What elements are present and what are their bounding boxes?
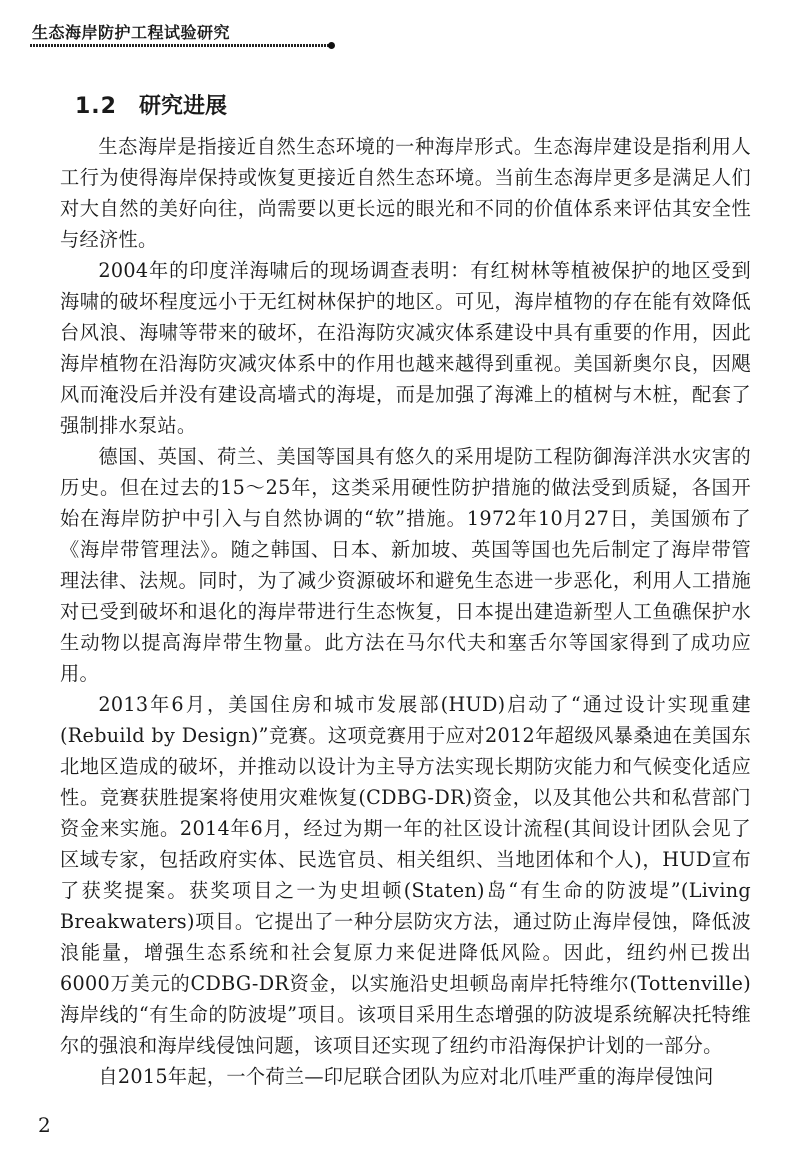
paragraph: 自2015年起，一个荷兰—印尼联合团队为应对北爪哇严重的海岸侵蚀问: [98, 1065, 714, 1088]
page-number: 2: [38, 1113, 51, 1137]
section-number: 1.2: [75, 94, 117, 119]
header-rule: [30, 44, 332, 47]
paragraph: 2004年的印度洋海啸后的现场调查表明：有红树林等植被保护的地区受到海啸的破坏程度远小于无红树林保护的地区。可见，海岸植物的存在能有效降低台风浪、海啸等带来的破坏，在沿海防灾减灾体系建设中具有重要的作用，因此海岸植物在沿海防灾减灾体系中的作用也越来越得到重视。美国新奥尔良，因飓风而淹没后并没有建设高墙式的海堤，而是加强了海滩上的植树与木桩，配套了强制排水泵站。: [60, 259, 751, 437]
running-header: 生态海岸防护工程试验研究: [32, 23, 231, 42]
section-heading: [75, 89, 227, 120]
paragraph: 德国、英国、荷兰、美国等国具有悠久的采用堤防工程防御海洋洪水灾害的历史。但在过去的15～25年，这类采用硬性防护措施的做法受到质疑，各国开始在海岸防护中引入与自然协调的“软”措施。1972年10月27日，美国颁布了《海岸带管理法》。随之韩国、日本、新加坡、英国等国也先后制定了海岸带管理法律、法规。同时，为了减少资源破坏和避免生态进一步恶化，利用人工措施对已受到破坏和退化的海岸带进行生态恢复，日本提出建造新型人工鱼礁保护水生动物以提高海岸带生物量。此方法在马尔代夫和塞舌尔等国家得到了成功应用。: [60, 445, 751, 685]
body-text: [60, 131, 751, 1092]
paragraph: 生态海岸是指接近自然生态环境的一种海岸形式。生态海岸建设是指利用人工行为使得海岸保持或恢复更接近自然生态环境。当前生态海岸更多是满足人们对大自然的美好向往，尚需要以更长远的眼光和不同的价值体系来评估其安全性与经济性。: [60, 135, 751, 251]
section-title: 研究进展: [138, 94, 227, 119]
paragraph: 2013年6月，美国住房和城市发展部(HUD)启动了“通过设计实现重建(Rebuild by Design)”竞赛。这项竞赛用于应对2012年超级风暴桑迪在美国东北地区造成的破坏，并推动以设计为主导方法实现长期防灾能力和气候变化适应性。竞赛获胜提案将使用灾难恢复(CDBG-DR)资金，以及其他公共和私营部门资金来实施。2014年6月，经过为期一年的社区设计流程(其间设计团队会见了区域专家，包括政府实体、民选官员、相关组织、当地团体和个人)，HUD宣布了获奖提案。获奖项目之一为史坦顿(Staten)岛“有生命的防波堤”(Living Breakwaters)项目。它提出了一种分层防灾方法，通过防止海岸侵蚀，降低波浪能量，增强生态系统和社会复原力来促进降低风险。因此，纽约州已拨出6000万美元的CDBG-DR资金，以实施沿史坦顿岛南岸托特维尔(Tottenville)海岸线的“有生命的防波堤”项目。该项目采用生态增强的防波堤系统解决托特维尔的强浪和海岸线侵蚀问题，该项目还实现了纽约市沿海保护计划的一部分。: [60, 693, 751, 1057]
header-dot: [328, 42, 335, 49]
